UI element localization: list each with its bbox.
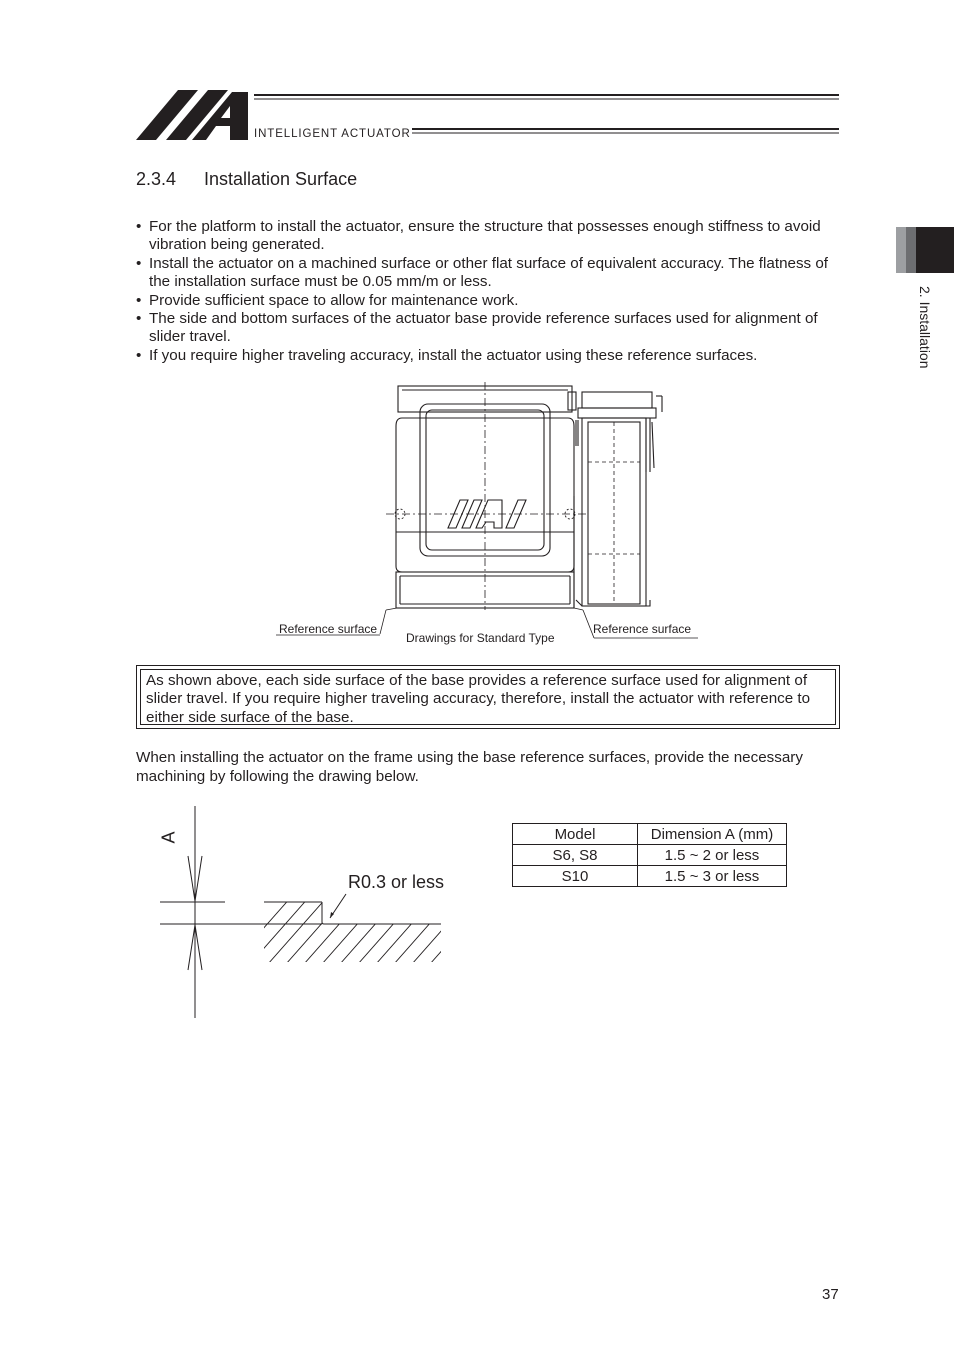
figure-caption: Drawings for Standard Type <box>406 631 555 645</box>
section-number: 2.3.4 <box>136 169 177 189</box>
iai-logo <box>136 90 840 147</box>
table-header-row <box>513 824 787 845</box>
table-cell: S10 <box>513 866 638 887</box>
table-cell: S6, S8 <box>513 845 638 866</box>
table-cell: 1.5 ~ 3 or less <box>638 866 787 887</box>
machining-intro: When installing the actuator on the frame using the base reference surfaces, provide the necessary machining by following the drawing below. <box>136 749 803 785</box>
page-number: 37 <box>822 1286 839 1303</box>
chapter-tab <box>896 227 954 273</box>
machining-drawing <box>150 800 450 1024</box>
table-header: Model <box>513 824 638 845</box>
chapter-tab-label: 2. Installation <box>917 286 933 369</box>
table-cell: 1.5 ~ 2 or less <box>638 845 787 866</box>
list-item: • For the platform to install the actuator, ensure the structure that possesses enough stiffness to avoid vibration being generated. <box>136 218 846 255</box>
logo-subtitle: INTELLIGENT ACTUATOR <box>254 128 411 140</box>
list-item: • Install the actuator on a machined surface or other flat surface of equivalent accuracy. The flatness of the installation surface must be 0.05 mm/m or less. <box>136 255 846 292</box>
machining-step-diagram <box>150 800 450 1024</box>
table-header: Dimension A (mm) <box>638 824 787 845</box>
section-title: Installation Surface <box>204 169 358 189</box>
actuator-drawing <box>276 382 706 650</box>
right-reference-surface-label: Reference surface <box>593 622 692 636</box>
radius-label: R0.3 or less <box>348 872 445 892</box>
table-row <box>513 866 787 887</box>
dimension-table <box>512 823 787 887</box>
list-item: • The side and bottom surfaces of the actuator base provide reference surfaces used for alignment of slider travel. <box>136 310 846 347</box>
list-item: • Provide sufficient space to allow for maintenance work. <box>136 292 846 310</box>
dimension-a-label: A <box>158 831 179 844</box>
logo-graphic <box>136 90 840 142</box>
left-reference-surface-label: Reference surface <box>279 622 378 636</box>
note-box <box>136 665 840 729</box>
list-item: • If you require higher traveling accuracy, install the actuator using these reference surfaces. <box>136 347 846 365</box>
table-row <box>513 845 787 866</box>
bullet-list <box>136 218 846 365</box>
actuator-cross-section <box>276 382 706 650</box>
note-text: As shown above, each side surface of the base provides a reference surface used for alignment of slider travel. If you require higher traveling accuracy, therefore, install the actuator with reference to either side surface of the base. <box>140 669 836 725</box>
